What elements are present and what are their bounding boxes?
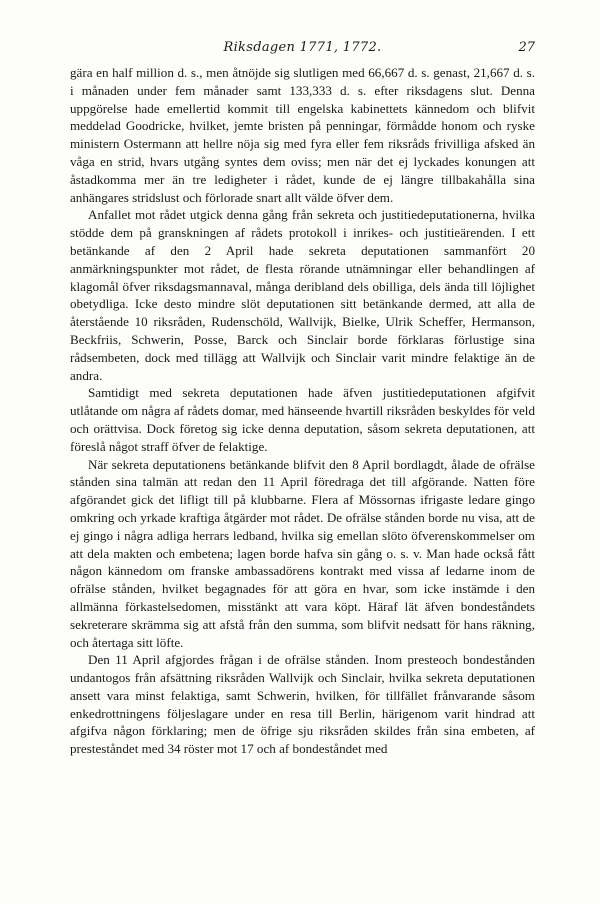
paragraph-april-8-report: När sekreta deputationens betänkande blifvit den 8 April bordlagdt, ålade de ofrälse stånden sina talmän att redan den 11 April föredraga det till afgörande. Natten före afgörandet gick det lifligt till på klubbarne. Flera af Mössornas ifrigaste ledare gingo omkring och yrkade kraftiga åtgärder mot rådet. De ofrälse stånden borde nu visa, att de ej gingo i några adliga herrars ledband, hvilka sig emellan slöto öfverenskommelser om att dela makten och embetena; lagen borde hafva sin gång o. s. v. Man hade också fått någon kännedom om franske ambassadörens kontrakt med vissa af ledarne inom de ofrälse stånden, hvilket begagnades för att göra en hvar, som icke instämde i den allmänna förkastelsedomen, misstänkt att vara köpt. Häraf lät äfven bondeståndets sekreterare skrämma sig att afstå från den summa, som blifvit nedsatt för hans räkning, och återtaga sitt löfte. xyxy=(70,456,535,650)
paragraph-april-11-decision: Den 11 April afgjordes frågan i de ofrälse stånden. Inom presteoch bondestånden undantogos från afsättning riksråden Wallvijk och Sinclair, hvilka sekreta deputationen ansett vara minst felaktiga, samt Schwerin, hvilken, för tillfället frånvarande såsom enkedrottningens följeslagare under en resa till Berlin, härigenom varit hindrad att afgifva någon förklaring; men de öfrige sju riksråden skildes från sina embeten, af presteståndet med 34 röster mot 17 och af bondeståndet med xyxy=(70,652,535,757)
paragraph-continued: gära en half million d. s., men åtnöjde sig slutligen med 66,667 d. s. genast, 21,667 d. s. i månaden under fem månader samt 133,333 d. s. efter riksdagens slut. Denna uppgörelse hade emellertid kommit till engelska kabinettets kännedom och blifvit meddelad Goodricke, hvilket, jemte bristen på penningar, förmådde honom och ryske ministern Ostermann att hellre nöja sig med fyra eller fem riksråds frivilliga afsked än våga en strid, hvars utgång syntes dem oviss; men när det ej lyckades konungen att åstadkomma mer än tre ledigheter i rådet, kunde de ej längre tillbakahålla sina anhängares stridslust och förlorade snart allt välde öfver dem. xyxy=(70,65,535,205)
paragraph-justice-deputation: Samtidigt med sekreta deputationen hade äfven justitiedeputationen afgifvit utlåtande om några af rådets domar, med hänseende hvartill riksråden beskyldes för veld och orättvisa. Dock företog sig icke denna deputation, såsom sekreta deputationen, att föreslå något straff öfver de felaktige. xyxy=(70,385,535,454)
running-title: Riksdagen 1771, 1772. xyxy=(223,40,382,55)
body-text xyxy=(70,64,535,758)
paragraph-attack-on-council: Anfallet mot rådet utgick denna gång från sekreta och justitiedeputationerna, hvilka stödde dem på granskningen af rådets protokoll i inrikes- och justitieärenden. I ett betänkande af den 2 April hade sekreta deputationen sammanfört 20 anmärkningspunkter mot rådet, de flesta rörande utnämningar eller behandlingen af klagomål öfver riksdagsmannaval, många deribland dels obilliga, dels ända till löjlighet obetydliga. Icke desto mindre slöt deputationen sitt betänkande dermed, att alla de återstående 10 riksråden, Rudenschöld, Wallvijk, Bielke, Ulrik Scheffer, Hermanson, Beckfriis, Schwerin, Posse, Barck och Sinclair borde förklaras förlustige sina rådsembeten, dock med tillägg att Wallvijk och Sinclair varit mindre felaktige än de andra. xyxy=(70,207,535,383)
page-number: 27 xyxy=(518,40,535,55)
running-head xyxy=(70,40,535,60)
